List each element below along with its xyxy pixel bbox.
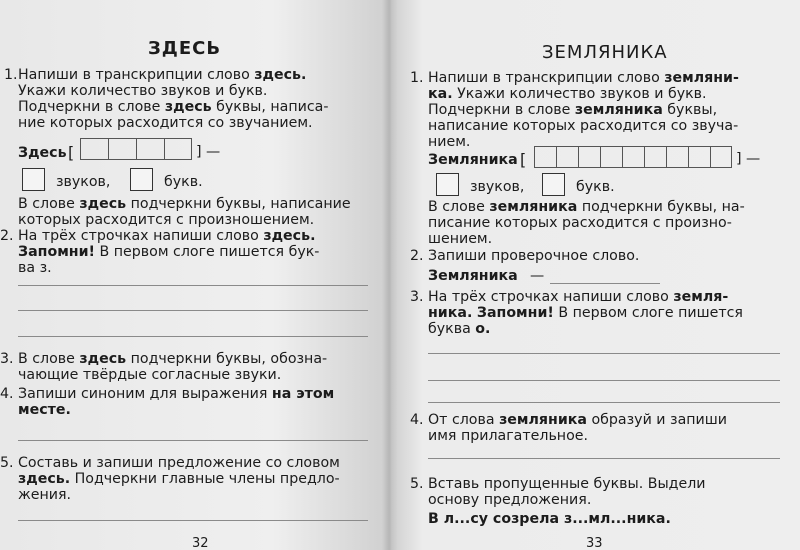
transcription-cell[interactable] <box>108 138 137 160</box>
transcription-cells[interactable] <box>80 138 192 160</box>
task-2-line-1: Запиши проверочное слово. <box>428 248 640 264</box>
task-3-line-2: ника. Запомни! В первом слоге пишется <box>428 305 743 321</box>
underline-task-line-2: которых расходится с произношением. <box>18 212 315 228</box>
task-1-line-2: Укажи количество звуков и букв. <box>18 83 268 99</box>
check-word-line[interactable] <box>550 283 660 284</box>
underline-task-line-1: В слове земляника подчеркни буквы, на- <box>428 199 745 215</box>
task-5-number: 5. <box>0 455 14 471</box>
letter-count-box[interactable] <box>130 168 153 191</box>
task-5-line-3: жения. <box>18 487 72 503</box>
transcription-close-bracket: ] — <box>196 144 221 160</box>
writing-line[interactable] <box>18 520 368 521</box>
task-5-line-2: здесь. Подчеркни главные члены предло- <box>18 471 340 487</box>
sounds-label: звуков, <box>56 174 111 190</box>
transcription-cell[interactable] <box>644 146 667 168</box>
task-1-line-3: Подчеркни в слове земляника буквы, <box>428 102 718 118</box>
task-4-number: 4. <box>410 412 424 428</box>
task-3-line-3: буква о. <box>428 321 491 337</box>
writing-line[interactable] <box>18 285 368 286</box>
transcription-cell[interactable] <box>622 146 645 168</box>
letters-label: букв. <box>164 174 203 190</box>
transcription-open-bracket: [ <box>68 143 75 162</box>
letter-count-box[interactable] <box>542 173 565 196</box>
transcription-word: Здесь <box>18 145 67 161</box>
transcription-open-bracket: [ <box>520 150 527 169</box>
task-1-line-2: ка. Укажи количество звуков и букв. <box>428 86 707 102</box>
sounds-label: звуков, <box>470 179 525 195</box>
page-title: ЗЕМЛЯНИКА <box>542 42 668 63</box>
writing-line[interactable] <box>18 336 368 337</box>
writing-line[interactable] <box>18 440 368 441</box>
transcription-close-bracket: ] — <box>736 151 761 167</box>
task-2-number: 2. <box>0 228 14 244</box>
task-4-number: 4. <box>0 386 14 402</box>
task-3-number: 3. <box>0 351 14 367</box>
task-3-number: 3. <box>410 289 424 305</box>
task-1-line-4: ние которых расходится со звучанием. <box>18 115 313 131</box>
transcription-cell[interactable] <box>136 138 165 160</box>
transcription-cells[interactable] <box>534 146 732 168</box>
writing-line[interactable] <box>428 458 780 459</box>
page-number: 32 <box>192 536 209 550</box>
task-1-line-5: нием. <box>428 134 471 150</box>
writing-line[interactable] <box>428 353 780 354</box>
task-1-line-1: Напиши в транскрипции слово земляни- <box>428 70 739 86</box>
task-2-line-2: Запомни! В первом слоге пишется бук- <box>18 244 320 260</box>
transcription-cell[interactable] <box>556 146 579 168</box>
task-1-line-3: Подчеркни в слове здесь буквы, написа- <box>18 99 329 115</box>
task-4-line-2: имя прилагательное. <box>428 428 588 444</box>
writing-line[interactable] <box>428 402 780 403</box>
task-2-number: 2. <box>410 248 424 264</box>
task-1-number: 1. <box>410 70 424 86</box>
transcription-cell[interactable] <box>600 146 623 168</box>
underline-task-line-1: В слове здесь подчеркни буквы, написание <box>18 196 351 212</box>
task-5-sentence: В л...су созрела з...мл...ника. <box>428 511 671 527</box>
underline-task-line-2: писание которых расходится с произно- <box>428 215 732 231</box>
sound-count-box[interactable] <box>436 173 459 196</box>
transcription-cell[interactable] <box>534 146 557 168</box>
writing-line[interactable] <box>428 380 780 381</box>
right-page <box>390 0 800 550</box>
left-page <box>0 0 390 550</box>
task-1-line-1: Напиши в транскрипции слово здесь. <box>18 67 307 83</box>
task-4-line-2: месте. <box>18 402 71 418</box>
task-5-line-2: основу предложения. <box>428 492 592 508</box>
task-4-line-1: Запиши синоним для выражения на этом <box>18 386 335 402</box>
check-word-dash: — <box>530 268 545 284</box>
transcription-cell[interactable] <box>578 146 601 168</box>
transcription-cell[interactable] <box>80 138 109 160</box>
task-5-line-1: Составь и запиши предложение со словом <box>18 455 340 471</box>
task-5-number: 5. <box>410 476 424 492</box>
page-number: 33 <box>586 536 603 550</box>
check-word-label: Земляника <box>428 268 518 284</box>
sound-count-box[interactable] <box>22 168 45 191</box>
writing-line[interactable] <box>18 310 368 311</box>
transcription-cell[interactable] <box>666 146 689 168</box>
task-1-line-4: написание которых расходится со звуча- <box>428 118 739 134</box>
book-gutter <box>382 0 398 550</box>
page-title: ЗДЕСЬ <box>148 38 222 59</box>
letters-label: букв. <box>576 179 615 195</box>
task-3-line-2: чающие твёрдые согласные звуки. <box>18 367 282 383</box>
task-4-line-1: От слова земляника образуй и запиши <box>428 412 727 428</box>
task-5-line-1: Вставь пропущенные буквы. Выдели <box>428 476 706 492</box>
task-2-line-1: На трёх строчках напиши слово здесь. <box>18 228 316 244</box>
underline-task-line-3: шением. <box>428 231 493 247</box>
transcription-cell[interactable] <box>688 146 711 168</box>
transcription-cell[interactable] <box>710 146 732 168</box>
transcription-cell[interactable] <box>164 138 192 160</box>
task-2-line-3: ва з. <box>18 260 52 276</box>
transcription-word: Земляника <box>428 152 518 168</box>
task-3-line-1: В слове здесь подчеркни буквы, обозна- <box>18 351 328 367</box>
task-1-number: 1. <box>4 67 18 83</box>
task-3-line-1: На трёх строчках напиши слово земля- <box>428 289 729 305</box>
